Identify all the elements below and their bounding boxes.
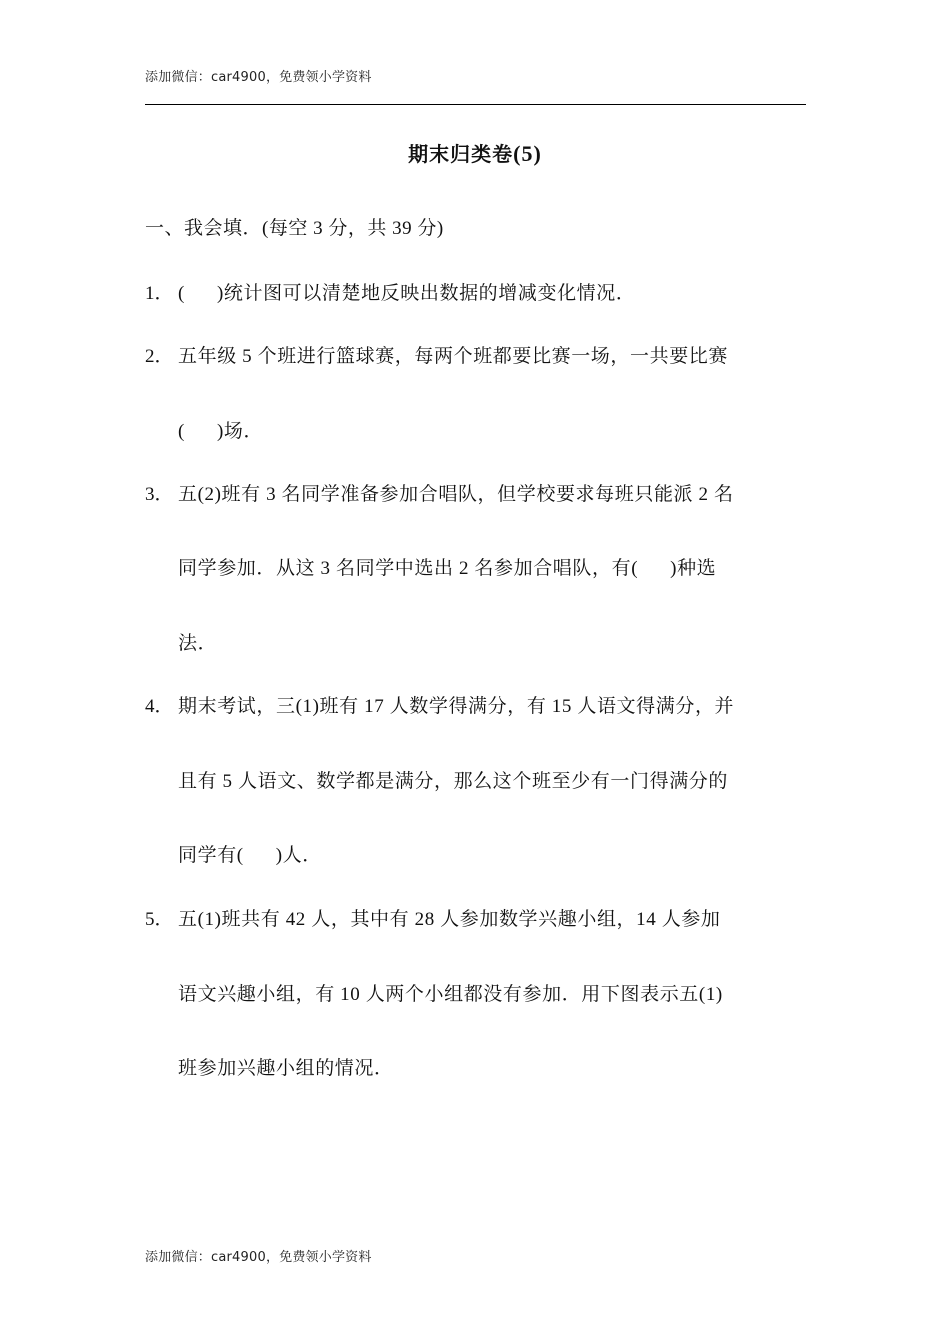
page-title [0, 138, 950, 167]
question-number: 3． [145, 484, 174, 505]
question-line: 法． [178, 633, 218, 654]
question-line: 班参加兴趣小组的情况． [178, 1058, 394, 1079]
question-line: 语文兴趣小组，有 10 人两个小组都没有参加．用下图表示五(1) [178, 984, 723, 1005]
question-line [178, 840, 322, 867]
line-text: )统计图可以清楚地反映出数据的增减变化情况． [216, 283, 636, 304]
title-number: (5) [513, 141, 542, 166]
header-note: 添加微信：car4900，免费领小学资料 [145, 70, 372, 85]
question-line: 五(1)班共有 42 人，其中有 28 人参加数学兴趣小组，14 人参加 [178, 909, 721, 930]
line-text: )人． [275, 845, 322, 866]
question-number: 4． [145, 696, 174, 717]
footer-note: 添加微信：car4900，免费领小学资料 [145, 1250, 372, 1265]
line-text: )场． [216, 421, 264, 442]
line-text: 同学参加．从这 3 名同学中选出 2 名参加合唱队，有( [178, 558, 639, 579]
line-text: )种选 [670, 558, 717, 579]
question-line [178, 553, 716, 580]
line-text: ( [178, 421, 185, 442]
section-heading: 一、我会填．(每空 3 分，共 39 分) [145, 218, 444, 239]
question-line: 且有 5 人语文、数学都是满分，那么这个班至少有一门得满分的 [178, 771, 729, 792]
question-line: 期末考试，三(1)班有 17 人数学得满分，有 15 人语文得满分，并 [178, 696, 735, 717]
question-number: 5． [145, 909, 174, 930]
line-text: ( [178, 283, 185, 304]
question-number: 2． [145, 346, 174, 367]
question-line [178, 278, 635, 305]
question-number: 1． [145, 283, 174, 304]
question-line: 五年级 5 个班进行篮球赛，每两个班都要比赛一场，一共要比赛 [178, 346, 729, 367]
question-line [178, 416, 263, 443]
title-text: 期末归类卷 [408, 142, 514, 166]
header-divider [145, 104, 806, 105]
line-text: 同学有( [178, 845, 244, 866]
question-line: 五(2)班有 3 名同学准备参加合唱队，但学校要求每班只能派 2 名 [178, 484, 734, 505]
